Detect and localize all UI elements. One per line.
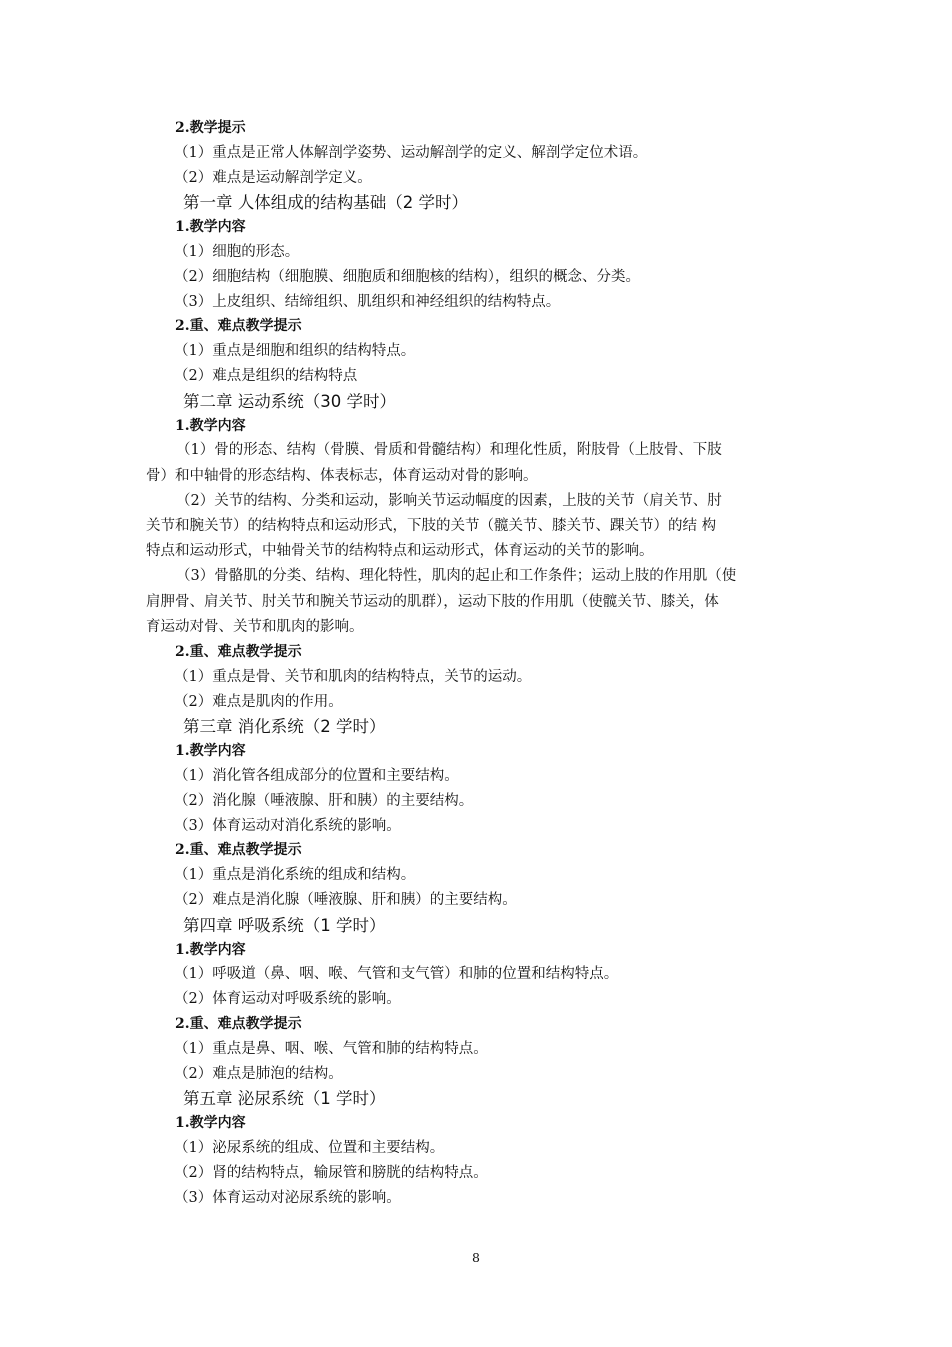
list-item: （3）体育运动对泌尿系统的影响。 (174, 1189, 401, 1206)
list-item: （1）重点是细胞和组织的结构特点。 (174, 343, 416, 360)
list-item: （2）细胞结构（细胞膜、细胞质和细胞核的结构），组织的概念、分类。 (174, 268, 640, 285)
chapter-heading: 第二章 运动系统（30 学时） (183, 391, 396, 411)
paragraph-line: 特点和运动形式，中轴骨关节的结构特点和运动形式，体育运动的关节的影响。 (146, 543, 654, 560)
list-item: （1）重点是消化系统的组成和结构。 (174, 867, 416, 884)
section-heading: 1.教学内容 (175, 941, 246, 958)
chapter-heading: 第三章 消化系统（2 学时） (183, 717, 386, 737)
chapter-heading: 第五章 泌尿系统（1 学时） (183, 1089, 386, 1109)
section-heading: 1.教学内容 (175, 417, 246, 434)
paragraph-line: （1）骨的形态、结构（骨膜、骨质和骨髓结构）和理化性质，附肢骨（上肢骨、下肢 (176, 442, 722, 459)
paragraph-line: （2）关节的结构、分类和运动，影响关节运动幅度的因素，上肢的关节（肩关节、肘 (176, 492, 722, 509)
list-item: （2）消化腺（唾液腺、肝和胰）的主要结构。 (174, 792, 474, 809)
paragraph (146, 438, 810, 488)
list-item: （1）细胞的形态。 (174, 243, 300, 260)
document-body (146, 116, 810, 1210)
list-item: （3）体育运动对消化系统的影响。 (174, 817, 401, 834)
section-heading: 1.教学内容 (175, 1115, 246, 1132)
list-item: （2）难点是组织的结构特点 (174, 367, 358, 384)
list-item: （1）泌尿系统的组成、位置和主要结构。 (174, 1139, 445, 1156)
list-item: （2）难点是运动解剖学定义。 (174, 169, 372, 186)
list-item: （2）难点是消化腺（唾液腺、肝和胰）的主要结构。 (174, 891, 517, 908)
list-item: （1）呼吸道（鼻、咽、喉、气管和支气管）和肺的位置和结构特点。 (174, 966, 619, 983)
page-number: 8 (472, 1250, 480, 1265)
paragraph-line: 关节和腕关节）的结构特点和运动形式，下肢的关节（髋关节、膝关节、踝关节）的结 构 (146, 517, 717, 534)
section-heading: 1.教学内容 (175, 743, 246, 760)
section-heading: 2.重、难点教学提示 (175, 1015, 302, 1032)
paragraph-line: 骨）和中轴骨的形态结构、体表标志，体育运动对骨的影响。 (146, 467, 538, 484)
chapter-heading: 第一章 人体组成的结构基础（2 学时） (183, 193, 468, 213)
section-heading: 2.教学提示 (175, 120, 246, 136)
paragraph-line: （3）骨骼肌的分类、结构、理化特性，肌肉的起止和工作条件；运动上肢的作用肌（使 (176, 568, 737, 585)
list-item: （1）重点是骨、关节和肌肉的结构特点，关节的运动。 (174, 668, 532, 685)
chapter-heading: 第四章 呼吸系统（1 学时） (183, 915, 386, 935)
list-item: （1）消化管各组成部分的位置和主要结构。 (174, 767, 459, 784)
list-item: （1）重点是鼻、咽、喉、气管和肺的结构特点。 (174, 1040, 488, 1057)
paragraph-line: 育运动对骨、关节和肌肉的影响。 (146, 618, 364, 635)
paragraph (146, 564, 810, 640)
list-item: （2）难点是肺泡的结构。 (174, 1065, 343, 1082)
list-item: （2）肾的结构特点，输尿管和膀胱的结构特点。 (174, 1164, 488, 1181)
section-heading: 2.重、难点教学提示 (175, 318, 302, 335)
list-item: （2）体育运动对呼吸系统的影响。 (174, 991, 401, 1008)
section-heading: 1.教学内容 (175, 219, 246, 236)
section-heading: 2.重、难点教学提示 (175, 842, 302, 859)
list-item: （3）上皮组织、结缔组织、肌组织和神经组织的结构特点。 (174, 293, 561, 310)
list-item: （2）难点是肌肉的作用。 (174, 693, 343, 710)
section-heading: 2.重、难点教学提示 (175, 643, 302, 660)
paragraph-line: 肩胛骨、肩关节、肘关节和腕关节运动的肌群），运动下肢的作用肌（使髋关节、膝关，体 (146, 593, 719, 610)
paragraph (146, 489, 810, 565)
list-item: （1）重点是正常人体解剖学姿势、运动解剖学的定义、解剖学定位术语。 (174, 144, 648, 161)
